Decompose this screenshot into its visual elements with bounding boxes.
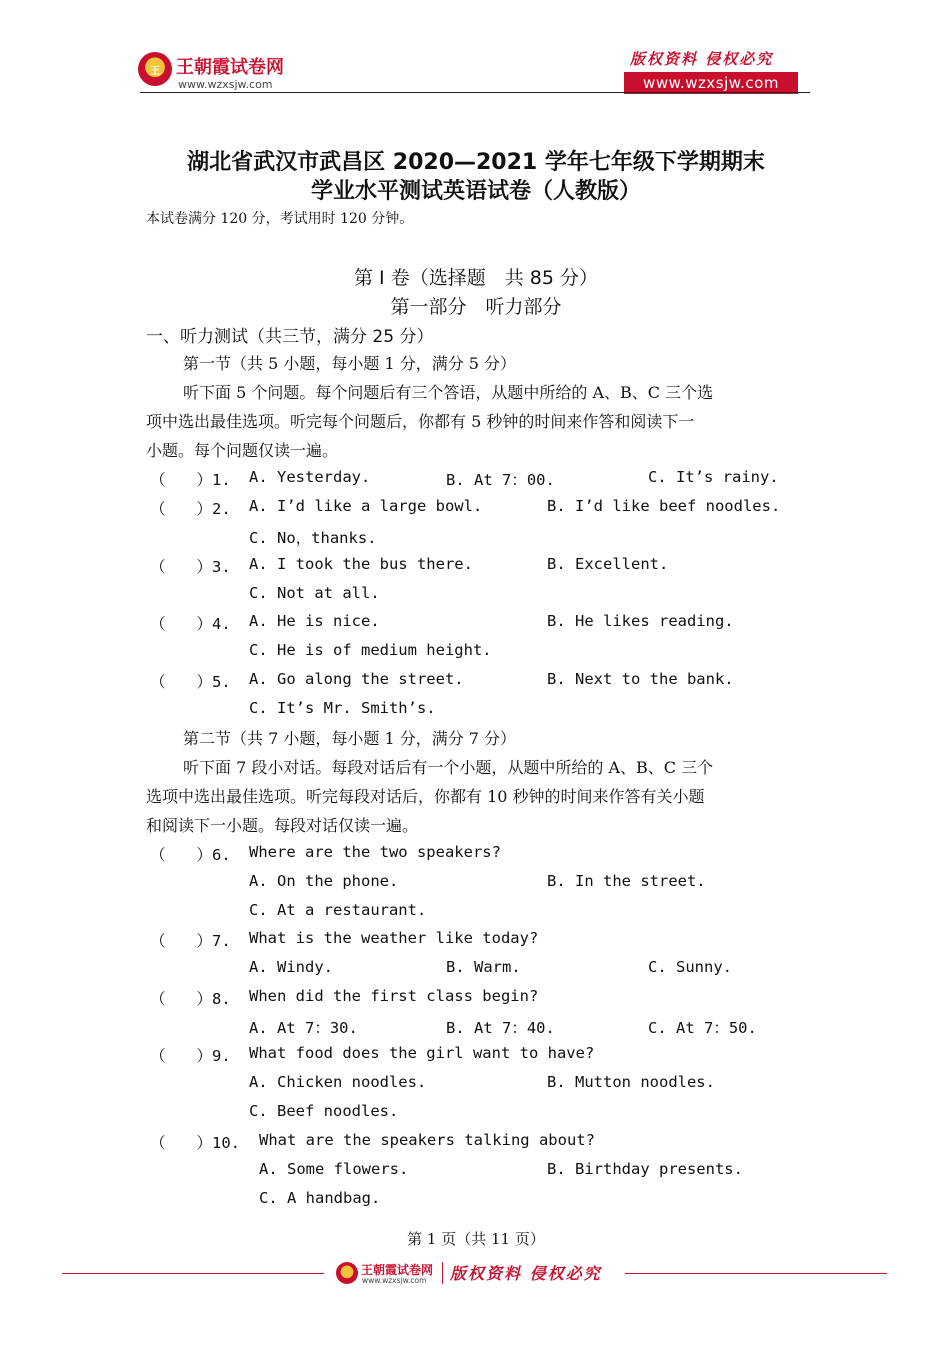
footer-divider-left (62, 1273, 324, 1274)
q7-number: （ ）7. (150, 932, 231, 950)
logo-name: 王朝霞试卷网 (176, 57, 284, 78)
q10-option-a: A. Some flowers. (259, 1160, 409, 1178)
q1-option-a: A. Yesterday. (249, 468, 371, 486)
footer-divider-right (625, 1273, 887, 1274)
section1-instruction-3: 小题。每个问题仅读一遍。 (146, 441, 339, 460)
q3-option-b: B. Excellent. (547, 555, 669, 573)
section-heading: 一、听力测试（共三节，满分 25 分） (146, 327, 434, 347)
section1-instruction-1: 听下面 5 个问题。每个问题后有三个答语，从题中所给的 A、B、C 三个选 (183, 383, 714, 402)
q3-option-c: C. Not at all. (249, 584, 380, 602)
q5-option-b: B. Next to the bank. (547, 670, 734, 688)
section2-instruction-1: 听下面 7 段小对话。每段对话后有一个小题，从题中所给的 A、B、C 三个 (183, 758, 714, 777)
q8-option-c: C. At 7：50. (648, 1019, 757, 1037)
footer-logo-name: 王朝霞试卷网 (361, 1263, 434, 1277)
q1-option-c: C. It’s rainy. (648, 468, 779, 486)
q7-option-a: A. Windy. (249, 958, 333, 976)
rights-notice: 版权资料 侵权必究 (630, 50, 774, 68)
q6-number: （ ）6. (150, 846, 231, 864)
q8-option-b: B. At 7：40. (446, 1019, 555, 1037)
part-heading: 第一部分 听力部分 (390, 296, 562, 318)
q8-option-a: A. At 7：30. (249, 1019, 358, 1037)
q4-option-b: B. He likes reading. (547, 612, 734, 630)
logo-seal-icon: 王 (138, 52, 172, 86)
q7-option-c: C. Sunny. (648, 958, 732, 976)
q2-option-a: A. I’d like a large bowl. (249, 497, 483, 515)
q2-number: （ ）2. (150, 500, 231, 518)
q1-number: （ ）1. (150, 471, 231, 489)
exam-title-line1: 湖北省武汉市武昌区 2020—2021 学年七年级下学期期末 (187, 150, 765, 175)
footer-logo-seal-icon (336, 1262, 358, 1284)
q10-question: What are the speakers talking about? (259, 1131, 595, 1149)
q1-option-b: B. At 7：00. (446, 471, 555, 489)
q6-option-b: B. In the street. (547, 872, 706, 890)
q9-option-b: B. Mutton noodles. (547, 1073, 715, 1091)
logo-url[interactable]: www.wzxsjw.com (178, 78, 273, 91)
q7-question: What is the weather like today? (249, 929, 539, 947)
q4-option-c: C. He is of medium height. (249, 641, 492, 659)
q4-option-a: A. He is nice. (249, 612, 380, 630)
footer-vertical-divider (442, 1262, 443, 1284)
volume-heading: 第 I 卷（选择题 共 85 分） (354, 267, 598, 289)
q4-number: （ ）4. (150, 615, 231, 633)
q2-option-c: C. No，thanks. (249, 529, 377, 547)
footer-rights-notice: 版权资料 侵权必究 (450, 1264, 602, 1283)
q2-option-b: B. I’d like beef noodles. (547, 497, 781, 515)
q6-option-a: A. On the phone. (249, 872, 399, 890)
q10-option-b: B. Birthday presents. (547, 1160, 743, 1178)
q5-option-c: C. It’s Mr. Smith’s. (249, 699, 436, 717)
q6-question: Where are the two speakers? (249, 843, 501, 861)
q5-number: （ ）5. (150, 673, 231, 691)
q6-option-c: C. At a restaurant. (249, 901, 427, 919)
q9-option-c: C. Beef noodles. (249, 1102, 399, 1120)
url-badge[interactable]: www.wzxsjw.com (624, 72, 798, 94)
q5-option-a: A. Go along the street. (249, 670, 464, 688)
q3-number: （ ）3. (150, 558, 231, 576)
section1-heading: 第一节（共 5 小题，每小题 1 分，满分 5 分） (183, 354, 517, 373)
q10-number: （ ）10. (150, 1134, 240, 1152)
section1-instruction-2: 项中选出最佳选项。听完每个问题后，你都有 5 秒钟的时间来作答和阅读下一 (146, 412, 695, 431)
q10-option-c: C. A handbag. (259, 1189, 381, 1207)
footer-logo-url[interactable]: www.wzxsjw.com (362, 1276, 427, 1285)
q9-option-a: A. Chicken noodles. (249, 1073, 427, 1091)
exam-note: 本试卷满分 120 分，考试用时 120 分钟。 (146, 211, 414, 227)
q8-number: （ ）8. (150, 990, 231, 1008)
section2-instruction-3: 和阅读下一小题。每段对话仅读一遍。 (146, 816, 419, 835)
q3-option-a: A. I took the bus there. (249, 555, 473, 573)
section2-heading: 第二节（共 7 小题，每小题 1 分，满分 7 分） (183, 729, 517, 748)
q9-number: （ ）9. (150, 1047, 231, 1065)
q7-option-b: B. Warm. (446, 958, 521, 976)
page-number: 第 1 页（共 11 页） (407, 1230, 545, 1248)
q9-question: What food does the girl want to have? (249, 1044, 595, 1062)
header-divider (140, 92, 810, 93)
q8-question: When did the first class begin? (249, 987, 539, 1005)
exam-title-line2: 学业水平测试英语试卷（人教版） (310, 179, 641, 204)
section2-instruction-2: 选项中选出最佳选项。听完每段对话后，你都有 10 秒钟的时间来作答有关小题 (146, 787, 705, 806)
